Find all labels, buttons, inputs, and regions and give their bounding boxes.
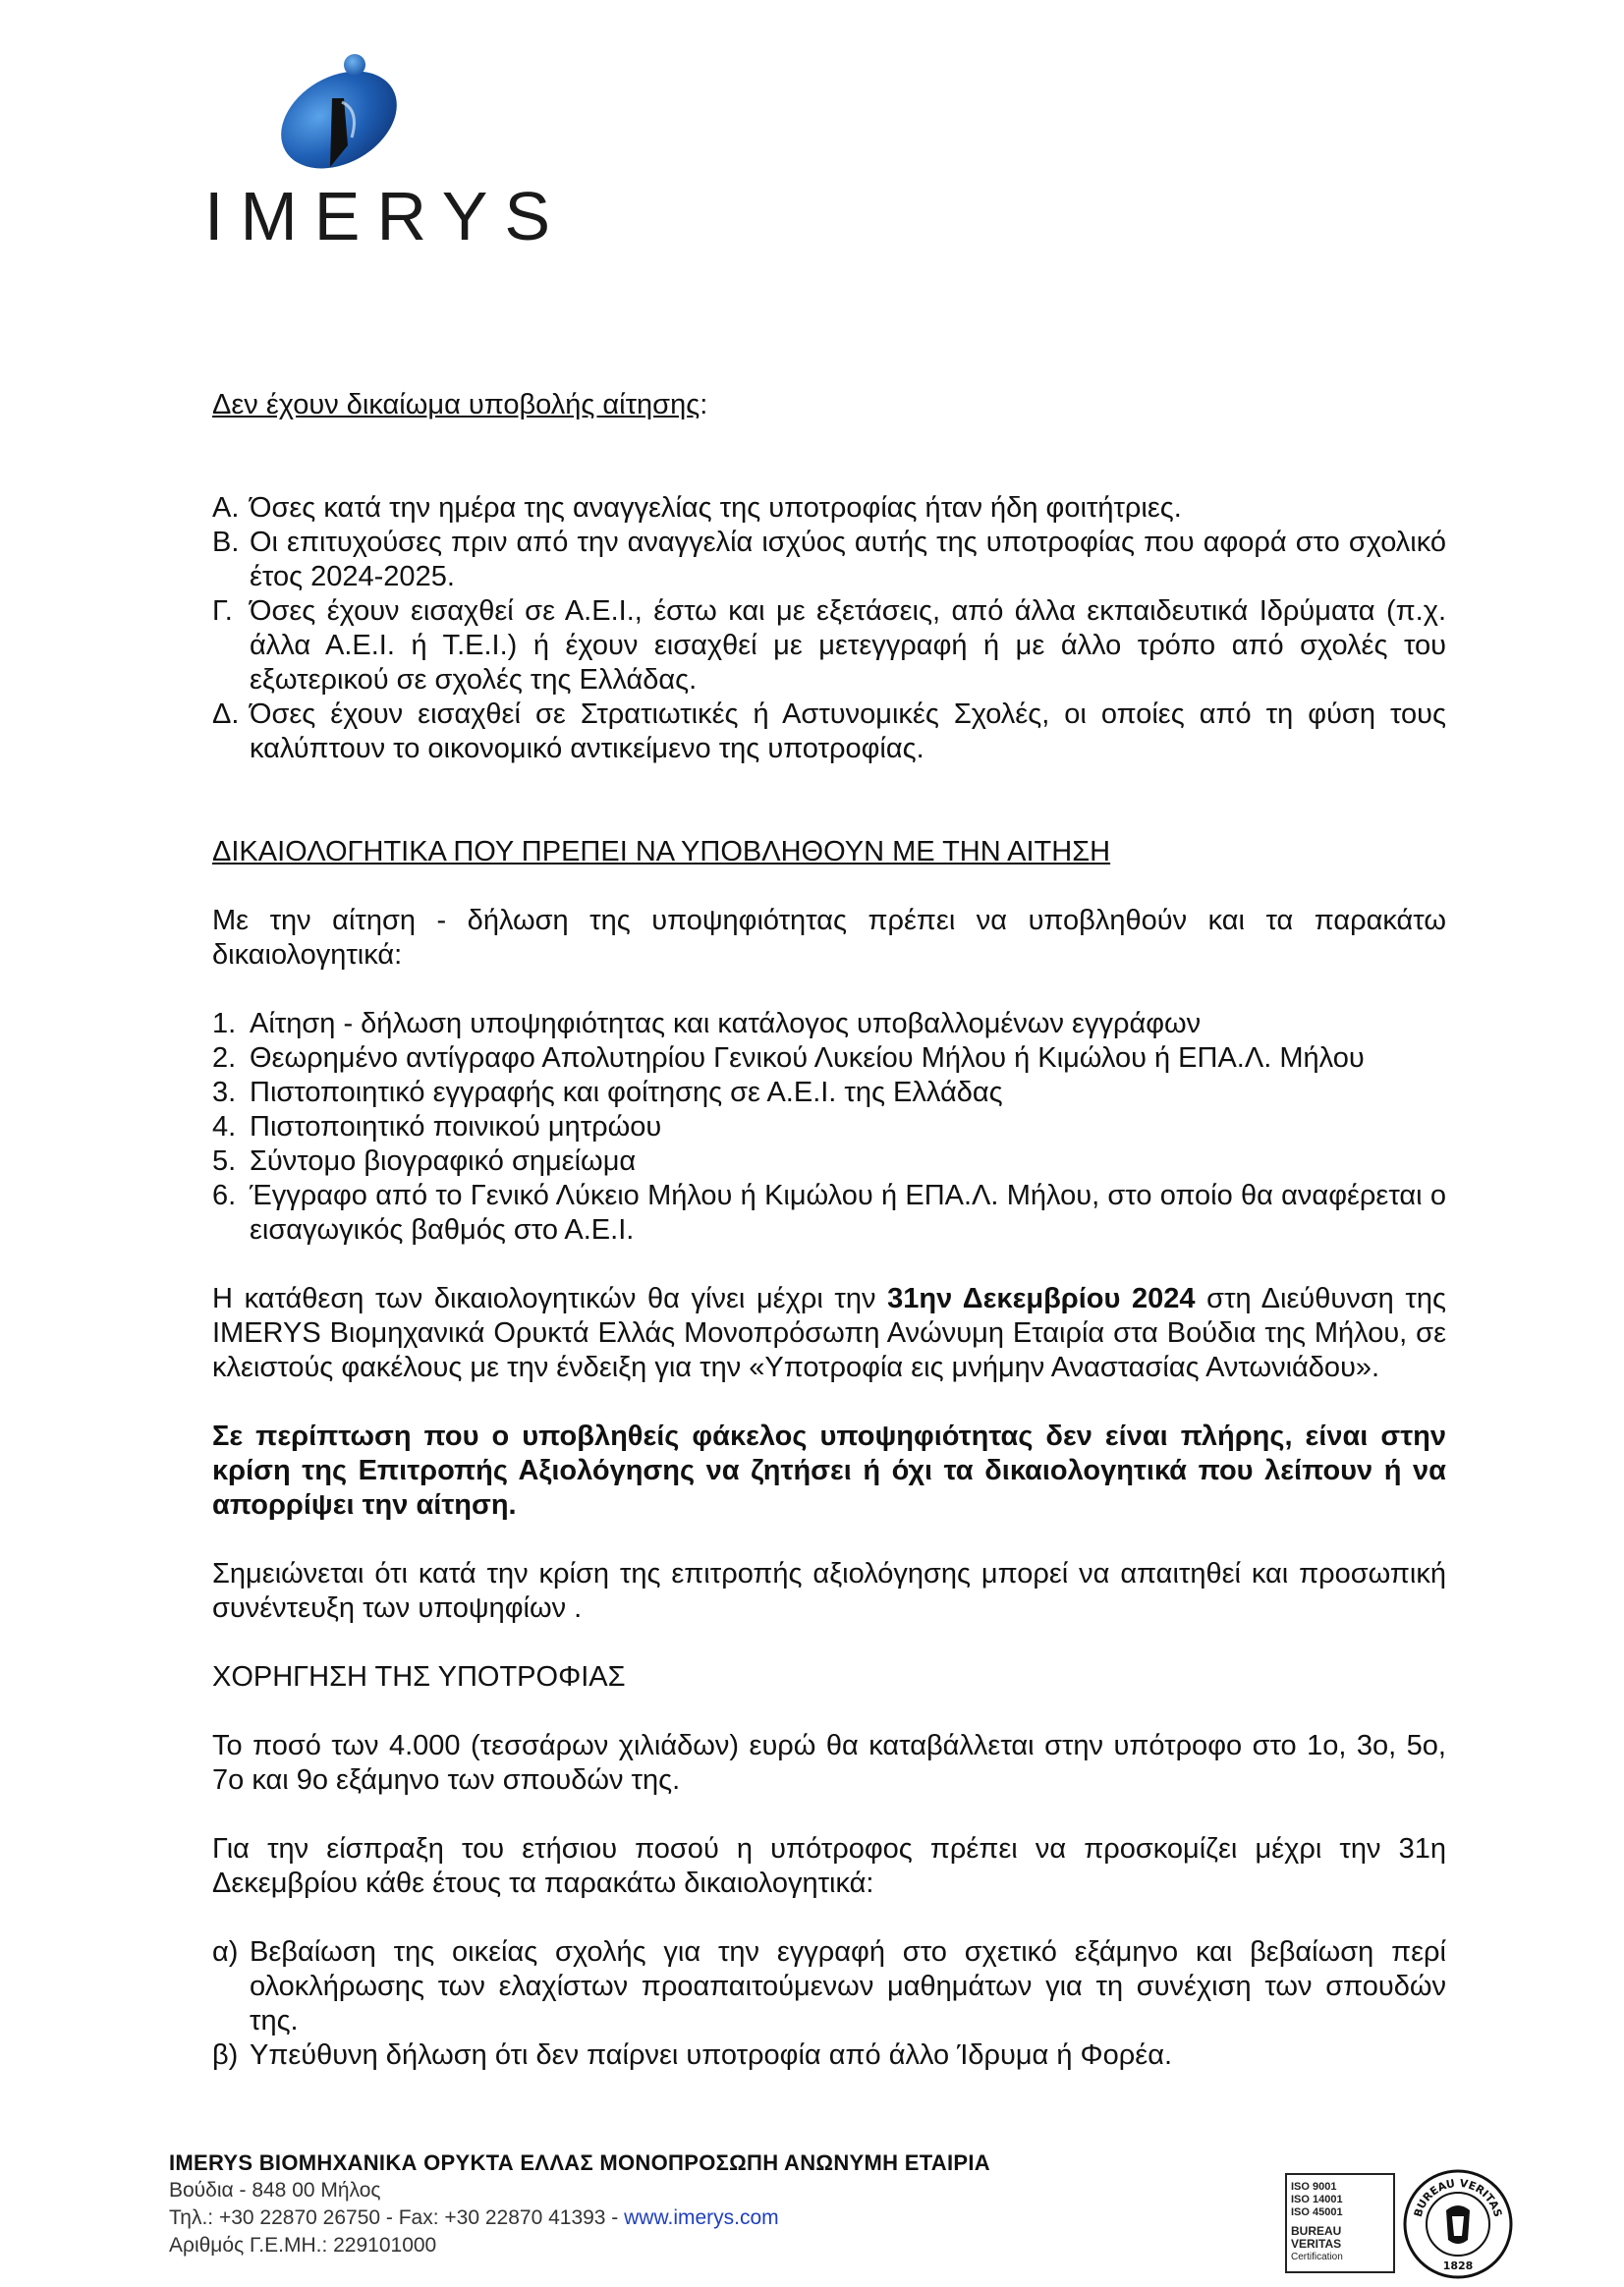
grant-amount: Το ποσό των 4.000 (τεσσάρων χιλιάδων) ευρώ θα καταβάλλεται στην υπότροφο στο 1ο, 3ο, 5ο, 7ο και 9ο εξάμηνο των σπουδών της.: [212, 1730, 1446, 1796]
list-item: Α. Όσες κατά την ημέρα της αναγγελίας της υποτροφίας ήταν ήδη φοιτήτριες.: [212, 492, 1182, 524]
website-link[interactable]: www.imerys.com: [624, 2206, 779, 2229]
submission-paragraph: Η κατάθεση των δικαιολογητικών θα γίνει μέχρι την 31ην Δεκεμβρίου 2024 στη Διεύθυνση της IMERYS Βιομηχανικά Ορυκτά Ελλάς Μονοπρόσωπη Ανώνυμη Εταιρία στα Βούδια της Μήλου, σε κλειστούς φακέλους με την ένδειξη για την «Υποτροφία εις μνήμην Αναστασίας Αντωνιάδου».: [212, 1283, 1446, 1383]
list-item: 3. Πιστοποιητικό εγγραφής και φοίτησης σε Α.Ε.Ι. της Ελλάδας: [212, 1077, 1003, 1108]
list-item: 2. Θεωρημένο αντίγραφο Απολυτηρίου Γενικού Λυκείου Μήλου ή Κιμώλου ή ΕΠΑ.Λ. Μήλου: [212, 1042, 1365, 1074]
imerys-logo: [204, 51, 568, 257]
list-item: Δ. Όσες έχουν εισαχθεί σε Στρατιωτικές ή Αστυνομικές Σχολές, οι οποίες από τη φύση τους καλύπτουν το οικονομικό αντικείμενο της υποτροφίας.: [212, 698, 1446, 764]
footer-contact: Τηλ.: +30 22870 26750 - Fax: +30 22870 41393 - www.imerys.com: [169, 2206, 779, 2229]
ineligible-list: [212, 491, 1446, 766]
list-item: Β. Οι επιτυχούσες πριν από την αναγγελία ισχύος αυτής της υποτροφίας που αφορά στο σχολικό έτος 2024-2025.: [212, 527, 1446, 592]
ineligible-heading: Δεν έχουν δικαίωμα υποβολής αίτησης:: [212, 389, 708, 420]
grant-heading: ΧΟΡΗΓΗΣΗ ΤΗΣ ΥΠΟΤΡΟΦΙΑΣ: [212, 1661, 626, 1693]
logo-wordmark: IMERYS: [204, 178, 568, 254]
list-item: 5. Σύντομο βιογραφικό σημείωμα: [212, 1145, 637, 1177]
documents-list: [212, 1007, 1446, 1248]
footer-registry: Αριθμός Γ.Ε.ΜΗ.: 229101000: [169, 2234, 437, 2257]
imerys-logo-mark-icon: [204, 51, 529, 179]
svg-text:BUREAU VERITAS: BUREAU VERITAS: [1411, 2176, 1505, 2219]
list-item: 1. Αίτηση - δήλωση υποψηφιότητας και κατάλογος υποβαλλομένων εγγράφων: [212, 1008, 1202, 1039]
list-item: 6. Έγγραφο από το Γενικό Λύκειο Μήλου ή Κιμώλου ή ΕΠΑ.Λ. Μήλου, στο οποίο θα αναφέρεται ο εισαγωγικός βαθμός στο Α.Ε.Ι.: [212, 1180, 1446, 1246]
document-body: [212, 388, 1446, 2073]
grant-collection: Για την είσπραξη του ετήσιου ποσού η υπότροφος πρέπει να προσκομίζει μέχρι την 31η Δεκεμβρίου κάθε έτους τα παρακάτω δικαιολογητικά:: [212, 1833, 1446, 1899]
interview-note: Σημειώνεται ότι κατά την κρίση της επιτροπής αξιολόγησης μπορεί να απαιτηθεί και προσωπική συνέντευξη των υποψηφίων .: [212, 1558, 1446, 1624]
list-item: 4. Πιστοποιητικό ποινικού μητρώου: [212, 1111, 662, 1143]
footer-company: IMERYS ΒΙΟΜΗΧΑΝΙΚΑ ΟΡΥΚΤΑ ΕΛΛΑΣ ΜΟΝΟΠΡΟΣΩΠΗ ΑΝΩΝΥΜΗ ΕΤΑΙΡΙΑ: [169, 2150, 990, 2175]
list-item: α) Βεβαίωση της οικείας σχολής για την εγγραφή στο σχετικό εξάμηνο και βεβαίωση περί ολοκλήρωσης των ελαχίστων προαπαιτούμενων μαθημάτων για τη συνέχιση των σπουδών της.: [212, 1936, 1446, 2036]
certification-badge: [1285, 2173, 1521, 2275]
annual-documents-list: [212, 1935, 1446, 2073]
bureau-veritas-seal-icon: [1399, 2167, 1517, 2281]
list-item: Γ. Όσες έχουν εισαχθεί σε Α.Ε.Ι., έστω και με εξετάσεις, από άλλα εκπαιδευτικά Ιδρύματα (π.χ. άλλα Α.Ε.Ι. ή Τ.Ε.Ι.) ή έχουν εισαχθεί με μετεγγραφή ή με άλλο τρόπο από σχολές του εξωτερικού σε σχολές της Ελλάδας.: [212, 595, 1446, 696]
page-footer: [169, 2149, 1151, 2259]
documents-intro: Με την αίτηση - δήλωση της υποψηφιότητας πρέπει να υποβληθούν και τα παρακάτω δικαιολογητικά:: [212, 905, 1446, 971]
svg-text:1828: 1828: [1442, 2259, 1474, 2272]
footer-address: Βούδια - 848 00 Μήλος: [169, 2179, 381, 2202]
iso-certificates: ISO 9001 ISO 14001 ISO 45001 BUREAU VERITAS Certification: [1285, 2173, 1395, 2273]
incomplete-notice: Σε περίπτωση που ο υποβληθείς φάκελος υποψηφιότητας δεν είναι πλήρης, είναι στην κρίση της Επιτροπής Αξιολόγησης να ζητήσει ή όχι τα δικαιολογητικά που λείπουν ή να απορρίψει την αίτηση.: [212, 1421, 1446, 1521]
documents-heading: ΔΙΚΑΙΟΛΟΓΗΤΙΚΑ ΠΟΥ ΠΡΕΠΕΙ ΝΑ ΥΠΟΒΛΗΘΟΥΝ ΜΕ ΤΗΝ ΑΙΤΗΣΗ: [212, 836, 1111, 867]
list-item: β) Υπεύθυνη δήλωση ότι δεν παίρνει υποτροφία από άλλο Ίδρυμα ή Φορέα.: [212, 2039, 1173, 2071]
submission-deadline: 31ην Δεκεμβρίου 2024: [887, 1283, 1196, 1314]
